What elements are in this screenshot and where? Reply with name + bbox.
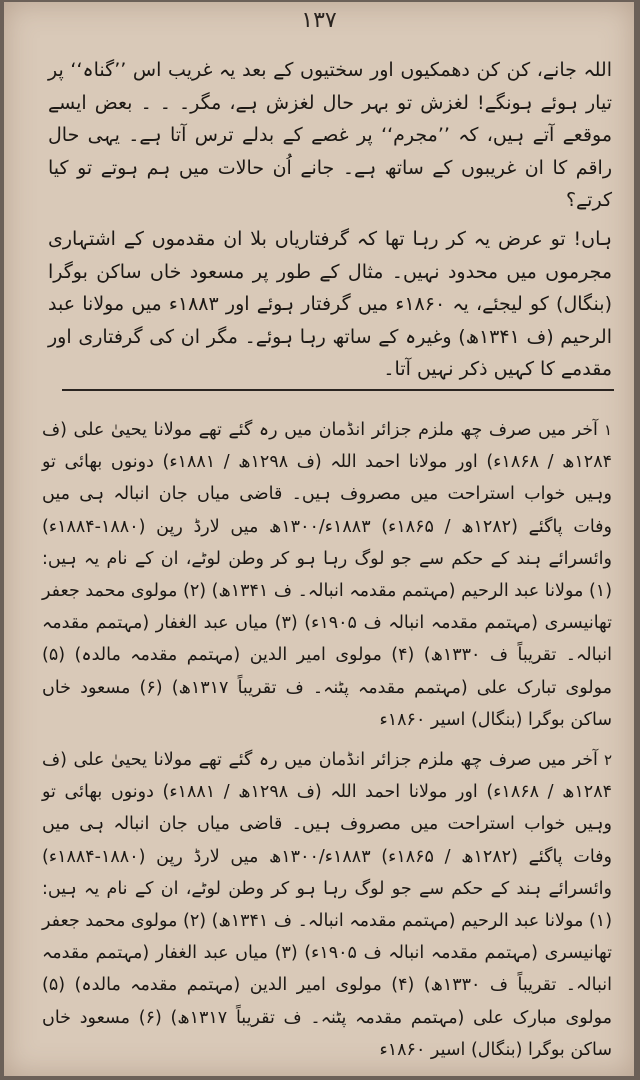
footnote: [42, 414, 612, 736]
main-text: [48, 54, 612, 392]
book-page: [4, 2, 634, 1076]
footnote-marker: ۱: [603, 421, 612, 439]
footnote-text: آخر میں صرف چھ ملزم جزائر انڈمان میں رہ گئے تھے مولانا یحییٰ علی (ف ۱۲۸۴ھ / ۱۸۶۸ء) اور مولانا احمد اللہ (ف ۱۲۹۸ھ / ۱۸۸۱ء) دونوں بھائی تو وہیں خواب استراحت میں مصروف ہیں۔ قاضی میاں جان انبالہ ہی میں وفات پاگئے (۱۲۸۲ھ / ۱۸۶۵ء) ۱۸۸۳ء/۱۳۰۰ھ میں لارڈ رپن (۱۸۸۰-۱۸۸۴ء) وائسرائے ہند کے حکم سے جو لوگ رہا ہو کر وطن لوٹے، ان کے نام یہ ہیں: (۱) مولانا عبد الرحیم (مہتمم مقدمہ انبالہ۔ ف ۱۳۴۱ھ) (۲) مولوی محمد جعفر تھانیسری (مہتمم مقدمہ انبالہ ف ۱۹۰۵ء) (۳) میاں عبد الغفار (مہتمم مقدمہ انبالہ۔ تقریباً ف ۱۳۳۰ھ) (۴) مولوی امیر الدین (مہتمم مقدمہ مالدہ) (۵) مولوی مبارک علی (مہتمم مقدمہ پٹنہ۔ ف تقریباً ۱۳۱۷ھ) (۶) مسعود خاں ساکن بوگرا (بنگال) اسیر ۱۸۶۰ء: [42, 750, 613, 1060]
footnotes: [42, 414, 612, 1074]
paragraph: اللہ جانے، کن کن دھمکیوں اور سختیوں کے بعد یہ غریب اس ’’گناہ‘‘ پر تیار ہوئے ہونگے! لغزش تو بہر حال لغزش ہے، مگر۔ ۔ ۔ بعض ایسے موقعے آتے ہیں، کہ ’’مجرم‘‘ پر غصے کے بدلے ترس آتا ہے۔ یہی حال راقم کا ان غریبوں کے ساتھ ہے۔ جانے اُن حالات میں ہم ہوتے تو کیا کرتے؟: [48, 59, 612, 212]
page-number: ۱۳۷: [301, 8, 337, 33]
paragraph: ہاں! تو عرض یہ کر رہا تھا کہ گرفتاریاں بلا ان مقدموں کے اشتہاری مجرموں میں محدود نہیں۔ مثال کے طور پر مسعود خاں ساکن بوگرا (بنگال) کو لیجئے، یہ ۱۸۶۰ء میں گرفتار ہوئے اور ۱۸۸۳ء میں مولانا عبد الرحیم (ف ۱۳۴۱ھ) وغیرہ کے ساتھ رہا ہوئے۔ مگر ان کی گرفتاری اور مقدمے کا کہیں ذکر نہیں آتا۔: [48, 227, 612, 381]
footnote-marker: ۲: [603, 751, 612, 770]
footnote-divider: [62, 389, 614, 391]
footnote: [42, 744, 612, 1066]
footnote-text: آخر میں صرف چھ ملزم جزائر انڈمان میں رہ گئے تھے مولانا یحییٰ علی (ف ۱۲۸۴ھ / ۱۸۶۸ء) اور مولانا احمد اللہ (ف ۱۲۹۸ھ / ۱۸۸۱ء) دونوں بھائی تو وہیں خواب استراحت میں مصروف ہیں۔ قاضی میاں جان انبالہ ہی میں وفات پاگئے (۱۲۸۲ھ / ۱۸۶۵ء) ۱۸۸۳ء/۱۳۰۰ھ میں لارڈ رپن (۱۸۸۰-۱۸۸۴ء) وائسرائے ہند کے حکم سے جو لوگ رہا ہو کر وطن لوٹے، ان کے نام یہ ہیں: (۱) مولانا عبد الرحیم (مہتمم مقدمہ انبالہ۔ ف ۱۳۴۱ھ) (۲) مولوی محمد جعفر تھانیسری (مہتمم مقدمہ انبالہ ف ۱۹۰۵ء) (۳) میاں عبد الغفار (مہتمم مقدمہ انبالہ۔ تقریباً ف ۱۳۳۰ھ) (۴) مولوی امیر الدین (مہتمم مقدمہ مالدہ) (۵) مولوی تبارک علی (مہتمم مقدمہ پٹنہ۔ ف تقریباً ۱۳۱۷ھ) (۶) مسعود خاں ساکن بوگرا (بنگال) اسیر ۱۸۶۰ء: [42, 420, 613, 730]
